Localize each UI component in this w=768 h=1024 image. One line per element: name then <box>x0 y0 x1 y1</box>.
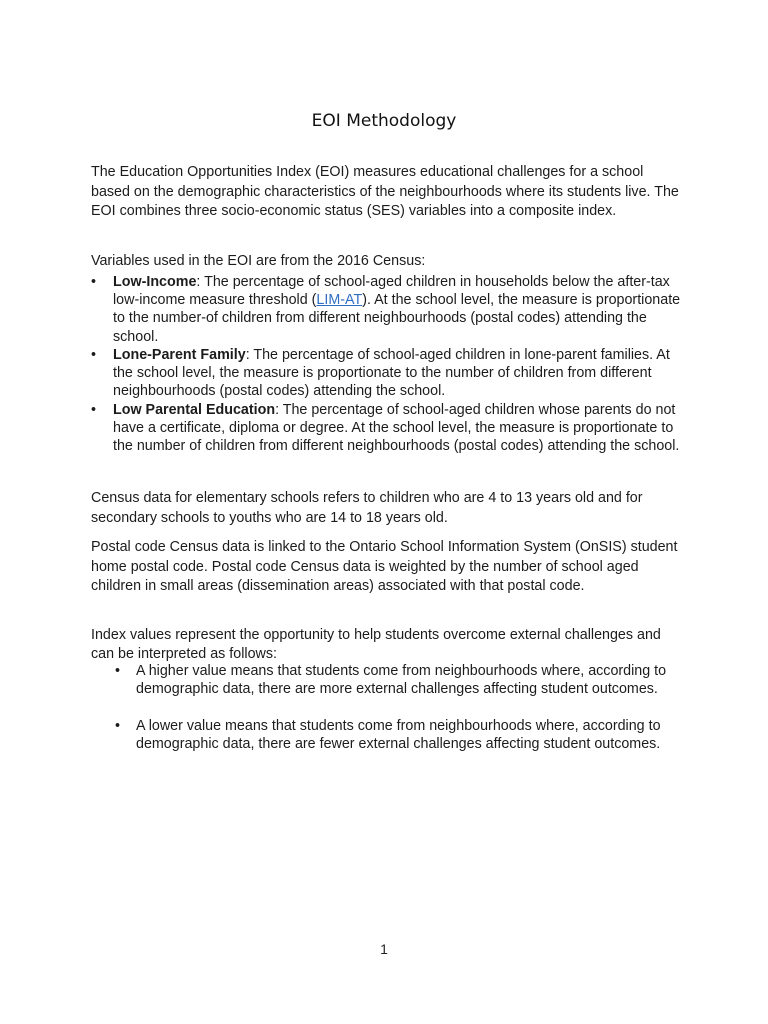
bullet-icon: • <box>91 347 97 363</box>
index-values-paragraph: Index values represent the opportunity to help students overcome external challenges and can be interpreted as follows: <box>91 627 661 662</box>
page-title: EOI Methodology <box>311 111 457 131</box>
bullet-icon: • <box>91 274 97 290</box>
term-description: : The percentage of school-aged children in lone-parent families. At the school level, the measure is proportionate to the number of children from different neighbourhoods (postal codes) attending the school. <box>113 347 670 400</box>
term-description: : The percentage of school-aged children in households below the after-tax low-income measure threshold ( <box>113 274 670 309</box>
term-label: Lone-Parent Family <box>113 347 246 363</box>
bullet-icon: • <box>115 718 121 734</box>
interpretation-text: A higher value means that students come from neighbourhoods where, according to demographic data, there are more external challenges affecting student outcomes. <box>136 663 667 698</box>
interpretation-text: A lower value means that students come from neighbourhoods where, according to demographic data, there are fewer external challenges affecting student outcomes. <box>136 718 661 753</box>
census-age-paragraph: Census data for elementary schools refers to children who are 4 to 13 years old and for secondary schools to youths who are 14 to 18 years old. <box>91 490 643 526</box>
term-label: Low-Income <box>113 274 197 290</box>
term-label: Low Parental Education <box>113 402 276 418</box>
bullet-icon: • <box>91 402 97 418</box>
bullet-icon: • <box>115 663 121 679</box>
term-description-cont: ). At the school level, the measure is proportionate to the number-of children from different neighbourhoods (postal codes) attending the school. <box>113 292 681 345</box>
intro-paragraph: The Education Opportunities Index (EOI) measures educational challenges for a school based on the demographic characteristics of the neighbourhoods where its students live. The EOI combines three socio-economic status (SES) variables into a composite index. <box>91 164 679 219</box>
term-description: : The percentage of school-aged children whose parents do not have a certificate, diploma or degree. At the school level, the measure is proportionate to the number of children from different neighbourhoods (postal codes) attending the school. <box>113 402 680 455</box>
variables-intro: Variables used in the EOI are from the 2016 Census: <box>91 253 426 269</box>
postal-code-paragraph: Postal code Census data is linked to the Ontario School Information System (OnSIS) student home postal code. Postal code Census data is weighted by the number of school aged children in small areas (dissemination areas) associated with that postal code. <box>91 539 678 594</box>
page-number: 1 <box>380 941 388 957</box>
lim-at-link[interactable]: LIM-AT <box>316 292 363 309</box>
